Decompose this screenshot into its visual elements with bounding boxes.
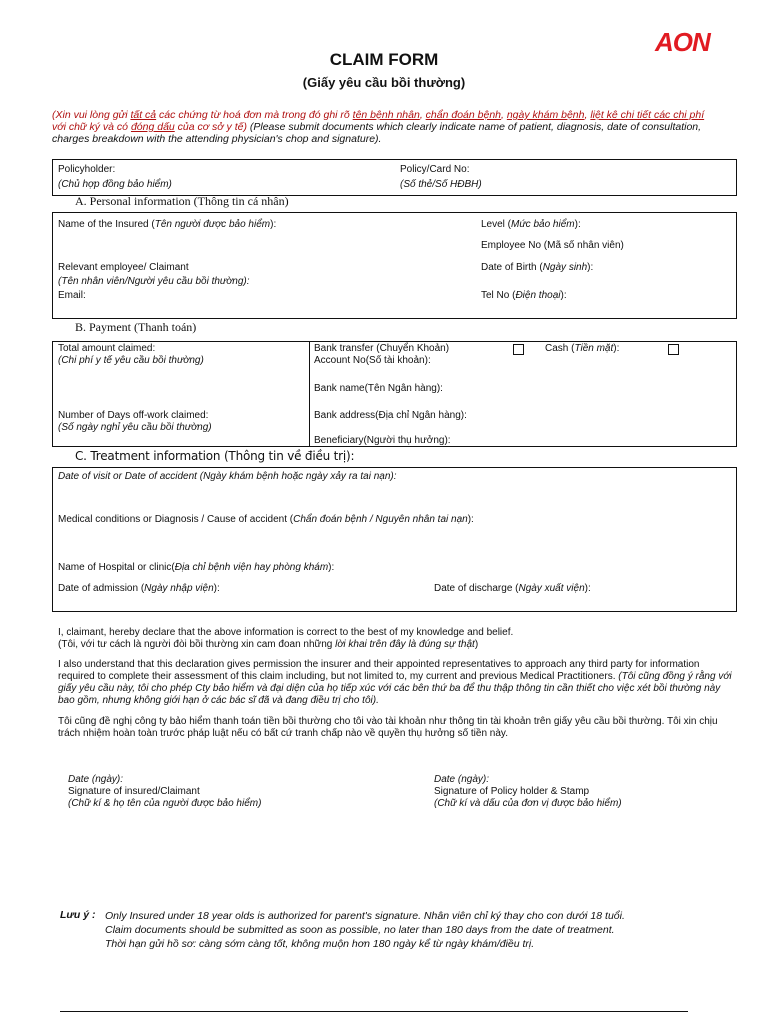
bank-address-field[interactable]: Bank address(Địa chỉ Ngân hàng): xyxy=(314,410,467,421)
bank-name-field[interactable]: Bank name(Tên Ngân hàng): xyxy=(314,383,443,394)
right-date-field[interactable]: Date (ngày): xyxy=(434,774,490,785)
dob-field[interactable]: Date of Birth (Ngày sinh): xyxy=(481,262,594,273)
policyholder-vn: (Chủ hợp đồng bảo hiểm) xyxy=(58,179,172,190)
bottom-rule xyxy=(60,1011,688,1012)
page-subtitle: (Giấy yêu cầu bồi thường) xyxy=(302,75,466,90)
declaration-1: I, claimant, hereby declare that the above information is correct to the best of my knowledge and belief. (Tôi, với tư cách là người đòi bồi thường xin cam đoan những lời khai trên đây là đúng sự thật) xyxy=(58,627,514,650)
aon-logo: AON xyxy=(655,27,710,57)
total-amount-field[interactable]: Total amount claimed: xyxy=(58,343,156,354)
medical-condition-field[interactable]: Medical conditions or Diagnosis / Cause of accident (Chẩn đoán bệnh / Nguyên nhân tai nạn): xyxy=(58,514,474,525)
account-no-field[interactable]: Account No(Số tài khoản): xyxy=(314,355,431,366)
relevant-employee-vn: (Tên nhân viên/Người yêu cầu bồi thường): xyxy=(58,276,250,287)
visit-date-field[interactable]: Date of visit or Date of accident (Ngày khám bệnh hoặc ngày xảy ra tai nạn): xyxy=(58,471,397,482)
hospital-field[interactable]: Name of Hospital or clinic(Địa chỉ bệnh viện hay phòng khám): xyxy=(58,562,335,573)
bank-transfer-label: Bank transfer (Chuyển Khoản) xyxy=(314,343,450,354)
section-c-heading: C. Treatment information (Thông tin về điều trị): xyxy=(75,449,355,463)
note-text: Only Insured under 18 year olds is authorized for parent's signature. Nhân viên chỉ ký thay cho con dưới 18 tuổi. Claim documents should be submitted as soon as possible, no later than 180 days from the date of treatment. Thời hạn gửi hồ sơ: càng sớm càng tốt, không muộn hơn 180 ngày kể từ ngày khám/điều trị. xyxy=(105,910,625,950)
page-title: CLAIM FORM xyxy=(329,50,439,69)
level-field[interactable]: Level (Mức bảo hiểm): xyxy=(481,219,581,230)
policy-card-label[interactable]: Policy/Card No: xyxy=(400,164,470,175)
policyholder-label[interactable]: Policyholder: xyxy=(58,164,116,175)
bank-transfer-checkbox[interactable] xyxy=(513,344,524,355)
left-signature-field[interactable]: Signature of insured/Claimant xyxy=(68,786,200,797)
cash-label: Cash (Tiền mặt): xyxy=(545,343,620,354)
instructions: (Xin vui lòng gửi tất cả các chứng từ hoá đơn mà trong đó ghi rõ tên bệnh nhân, chẩn đoán bệnh, ngày khám bệnh, liệt kê chi tiết các chi phí với chữ ký và có đóng dấu của cơ sở y tế) (Please submit documents which clearly indicate name of patient, diagnosis, date of consultation, charges breakdown with the attending physician's chop and signature). xyxy=(52,109,705,145)
left-date-field[interactable]: Date (ngày): xyxy=(68,774,124,785)
policy-card-vn: (Số thẻ/Số HĐBH) xyxy=(400,179,482,190)
total-amount-vn: (Chi phí y tế yêu cầu bồi thường) xyxy=(58,355,204,366)
declaration-2: I also understand that this declaration gives permission the insurer and their appointed representatives to approach any third party for information required to complete their assessment of this claim including, but not limited to, my current and previous Medical Practitioners. (Tôi cũng đồng ý rằng với giấy yêu cầu này, tôi cho phép Cty bảo hiểm và đại diện của họ tiếp xúc với các bên thứ ba để thu thập thông tin cần thiết cho việc xét bồi thường này bao gồm, nhưng không giới hạn ở các bác sĩ đã và đang điều trị cho tôi). xyxy=(58,659,732,706)
employee-no-field[interactable]: Employee No (Mã số nhân viên) xyxy=(481,240,624,251)
payment-divider xyxy=(309,341,310,447)
note-label: Lưu ý : xyxy=(60,909,96,921)
tel-field[interactable]: Tel No (Điện thoại): xyxy=(481,290,567,301)
declaration-3: Tôi cũng đề nghị công ty bảo hiểm thanh toán tiền bồi thường cho tôi vào tài khoản như thông tin tài khoản trên giấy yêu cầu bồi thường. Tôi xin chịu trách nhiệm hoàn toàn trước pháp luật nếu có bất cứ tranh chấp nào về quyền thụ hưởng số tiền này. xyxy=(58,716,718,739)
discharge-date-field[interactable]: Date of discharge (Ngày xuất viện): xyxy=(434,583,591,594)
relevant-employee-field[interactable]: Relevant employee/ Claimant xyxy=(58,262,189,273)
signature-right: Date (ngày): Signature of Policy holder & Stamp (Chữ kí và dấu của đơn vị được bảo hiểm) xyxy=(434,774,622,809)
cash-checkbox[interactable] xyxy=(668,344,679,355)
insured-name-field[interactable]: Name of the Insured (Tên người được bảo hiểm): xyxy=(58,219,277,230)
signature-left: Date (ngày): Signature of insured/Claimant (Chữ kí & họ tên của người được bảo hiểm) xyxy=(68,774,262,809)
section-a-heading: A. Personal information (Thông tin cá nhân) xyxy=(75,194,289,208)
admission-date-field[interactable]: Date of admission (Ngày nhập viện): xyxy=(58,583,220,594)
days-off-field[interactable]: Number of Days off-work claimed: xyxy=(58,410,209,421)
right-signature-field[interactable]: Signature of Policy holder & Stamp xyxy=(434,786,590,797)
email-field[interactable]: Email: xyxy=(58,290,86,301)
beneficiary-field[interactable]: Beneficiary(Người thụ hưởng): xyxy=(314,435,451,446)
section-b-heading: B. Payment (Thanh toán) xyxy=(75,320,197,334)
days-off-vn: (Số ngày nghỉ yêu cầu bồi thường) xyxy=(58,422,212,433)
